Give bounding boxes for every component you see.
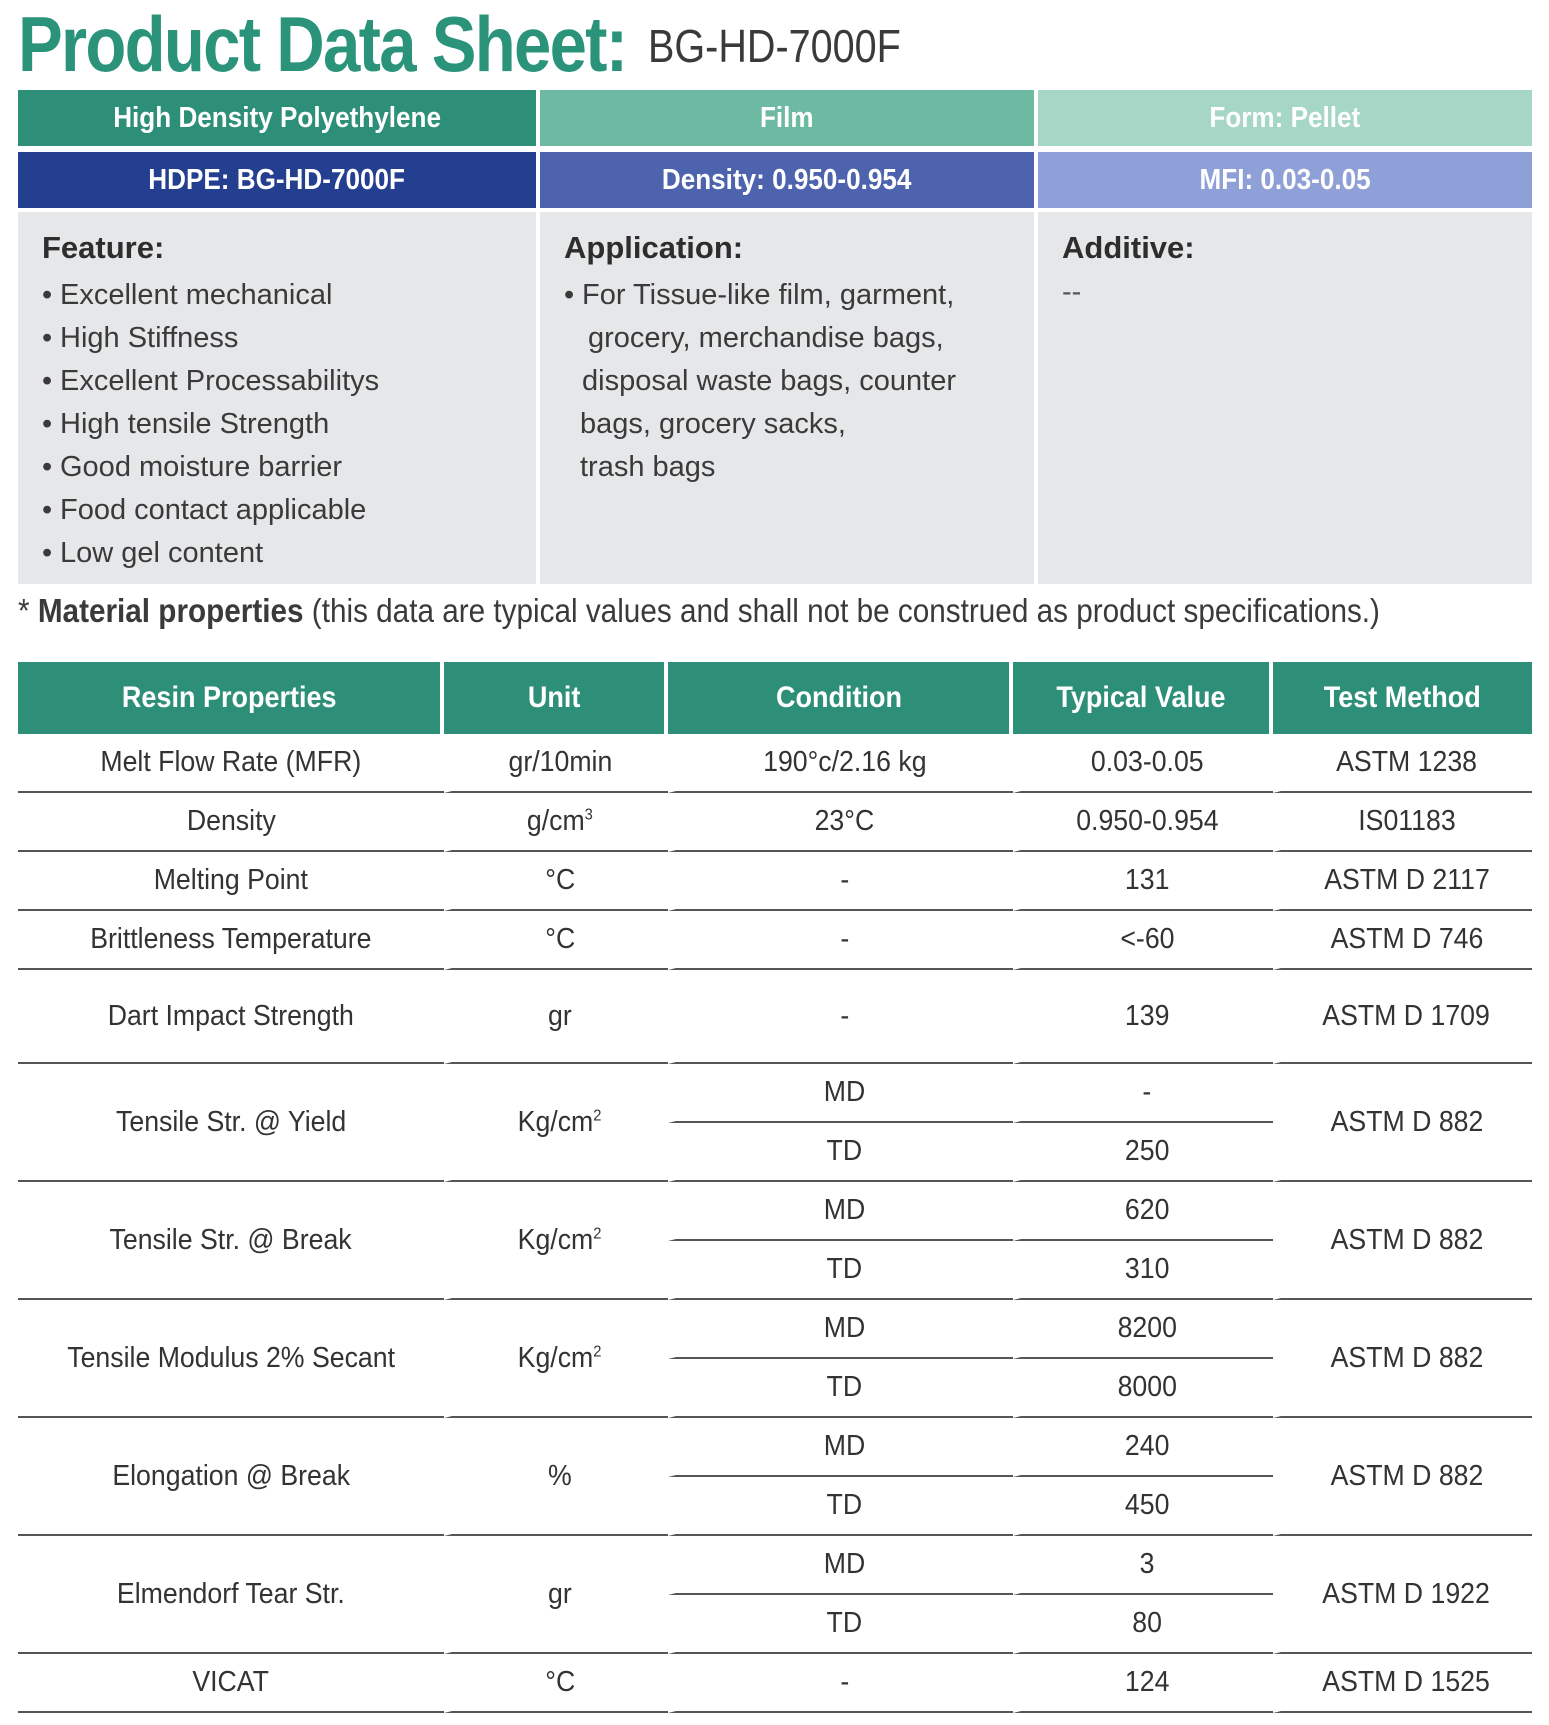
col-header-test-method: Test Method [1273,662,1532,734]
cell-condition-md: MD [668,1418,1013,1477]
cell-property: Tensile Str. @ Yield [18,1064,444,1182]
material-properties-note [18,592,1531,630]
cell-property: Elongation @ Break [18,1418,444,1536]
additive-value: -- [1062,276,1082,308]
cell-method: ASTM D 882 [1273,1182,1532,1300]
cell-unit: °C [444,1654,668,1713]
list-item: • High Stiffness [42,322,239,354]
cell-method: ASTM D 1709 [1273,970,1532,1064]
cell-condition-md: MD [668,1536,1013,1595]
cell-condition-td: TD [668,1241,1013,1300]
cell-property: Density [18,793,444,852]
cell-method: ASTM 1238 [1273,734,1532,793]
header-density: Density: 0.950-0.954 [540,152,1034,208]
table-row [18,1536,1532,1595]
cell-unit: $g/cm^3$ [444,793,668,852]
cell-value-td: 450 [1013,1477,1273,1536]
application-box [540,212,1034,584]
header-form: Form: Pellet [1038,90,1532,146]
table-row [18,970,1532,1064]
cell-value: <-60 [1013,911,1273,970]
cell-method: ASTM D 2117 [1273,852,1532,911]
list-item: • Food contact applicable [42,494,367,526]
feature-box [18,212,536,584]
table-row [18,1064,1532,1123]
cell-value-md: 3 [1013,1536,1273,1595]
cell-condition-md: MD [668,1064,1013,1123]
cell-condition-md: MD [668,1300,1013,1359]
cell-property: Tensile Str. @ Break [18,1182,444,1300]
title-main: Product Data Sheet: [18,0,627,88]
cell-condition-td: TD [668,1123,1013,1182]
list-item: • Excellent Processabilitys [42,365,380,397]
cell-value-td: 250 [1013,1123,1273,1182]
table-row [18,1418,1532,1477]
table-row [18,793,1532,852]
cell-value-td: 80 [1013,1595,1273,1654]
cell-value-md: 8200 [1013,1300,1273,1359]
cell-unit: % [444,1418,668,1536]
table-row [18,1182,1532,1241]
cell-condition-td: TD [668,1359,1013,1418]
list-item: • Excellent mechanical [42,279,333,311]
cell-method: ASTM D 1922 [1273,1536,1532,1654]
cell-condition-md: MD [668,1182,1013,1241]
application-heading: Application: [564,230,744,265]
additive-heading: Additive: [1062,230,1195,265]
cell-property: Melt Flow Rate (MFR) [18,734,444,793]
header-mfi: MFI: 0.03-0.05 [1038,152,1532,208]
product-code: BG-HD-7000F [648,20,901,72]
cell-unit: °C [444,911,668,970]
cell-condition: - [668,911,1013,970]
cell-unit: $Kg/cm^2$ [444,1182,668,1300]
list-item: • Low gel content [42,537,264,569]
cell-value-md: 240 [1013,1418,1273,1477]
cell-property: Melting Point [18,852,444,911]
table-row [18,1300,1532,1359]
cell-value-td: 310 [1013,1241,1273,1300]
cell-property: Elmendorf Tear Str. [18,1536,444,1654]
cell-value: 131 [1013,852,1273,911]
cell-method: ASTM D 882 [1273,1418,1532,1536]
cell-unit: gr [444,970,668,1064]
header-grade: HDPE: BG-HD-7000F [18,152,536,208]
additive-box [1038,212,1532,584]
properties-table [18,662,1532,1713]
cell-value: 124 [1013,1654,1273,1713]
note-asterisk: * [18,592,30,629]
cell-condition: - [668,1654,1013,1713]
cell-property: Brittleness Temperature [18,911,444,970]
cell-method: ASTM D 1525 [1273,1654,1532,1713]
cell-property: Tensile Modulus 2% Secant [18,1300,444,1418]
application-line: bags, grocery sacks, [580,408,846,440]
cell-value: 0.03-0.05 [1013,734,1273,793]
application-line: trash bags [580,451,716,483]
list-item: • Good moisture barrier [42,451,343,483]
col-header-typical-value: Typical Value [1013,662,1273,734]
application-line: grocery, merchandise bags, [588,322,944,354]
cell-method: ASTM D 746 [1273,911,1532,970]
application-line: disposal waste bags, counter [582,365,956,397]
cell-condition: 23°C [668,793,1013,852]
table-row [18,1654,1532,1713]
cell-value-md: 620 [1013,1182,1273,1241]
col-header-unit: Unit [444,662,668,734]
cell-condition: - [668,852,1013,911]
table-row [18,734,1532,793]
feature-list [42,274,512,575]
note-disclaimer: (this data are typical values and shall not be construed as product specifications.) [311,592,1380,629]
list-item: • High tensile Strength [42,408,330,440]
note-heading: Material properties [37,592,304,629]
cell-unit: $Kg/cm^2$ [444,1064,668,1182]
table-header-row [18,662,1532,734]
cell-condition-td: TD [668,1477,1013,1536]
page-title [18,0,725,88]
cell-value-md: - [1013,1064,1273,1123]
header-material-type: High Density Polyethylene [18,90,536,146]
cell-unit: gr [444,1536,668,1654]
application-line: • For Tissue-like film, garment, [564,279,955,311]
cell-condition: 190°c/2.16 kg [668,734,1013,793]
cell-condition: - [668,970,1013,1064]
cell-unit: °C [444,852,668,911]
table-row [18,852,1532,911]
cell-unit: $Kg/cm^2$ [444,1300,668,1418]
cell-method: IS01183 [1273,793,1532,852]
cell-method: ASTM D 882 [1273,1300,1532,1418]
cell-value: 139 [1013,970,1273,1064]
cell-value: 0.950-0.954 [1013,793,1273,852]
col-header-property: Resin Properties [18,662,444,734]
cell-property: Dart Impact Strength [18,970,444,1064]
header-application-type: Film [540,90,1034,146]
cell-unit: gr/10min [444,734,668,793]
cell-value-td: 8000 [1013,1359,1273,1418]
col-header-condition: Condition [668,662,1013,734]
feature-heading: Feature: [42,230,165,265]
table-row [18,911,1532,970]
cell-method: ASTM D 882 [1273,1064,1532,1182]
cell-property: VICAT [18,1654,444,1713]
cell-condition-td: TD [668,1595,1013,1654]
